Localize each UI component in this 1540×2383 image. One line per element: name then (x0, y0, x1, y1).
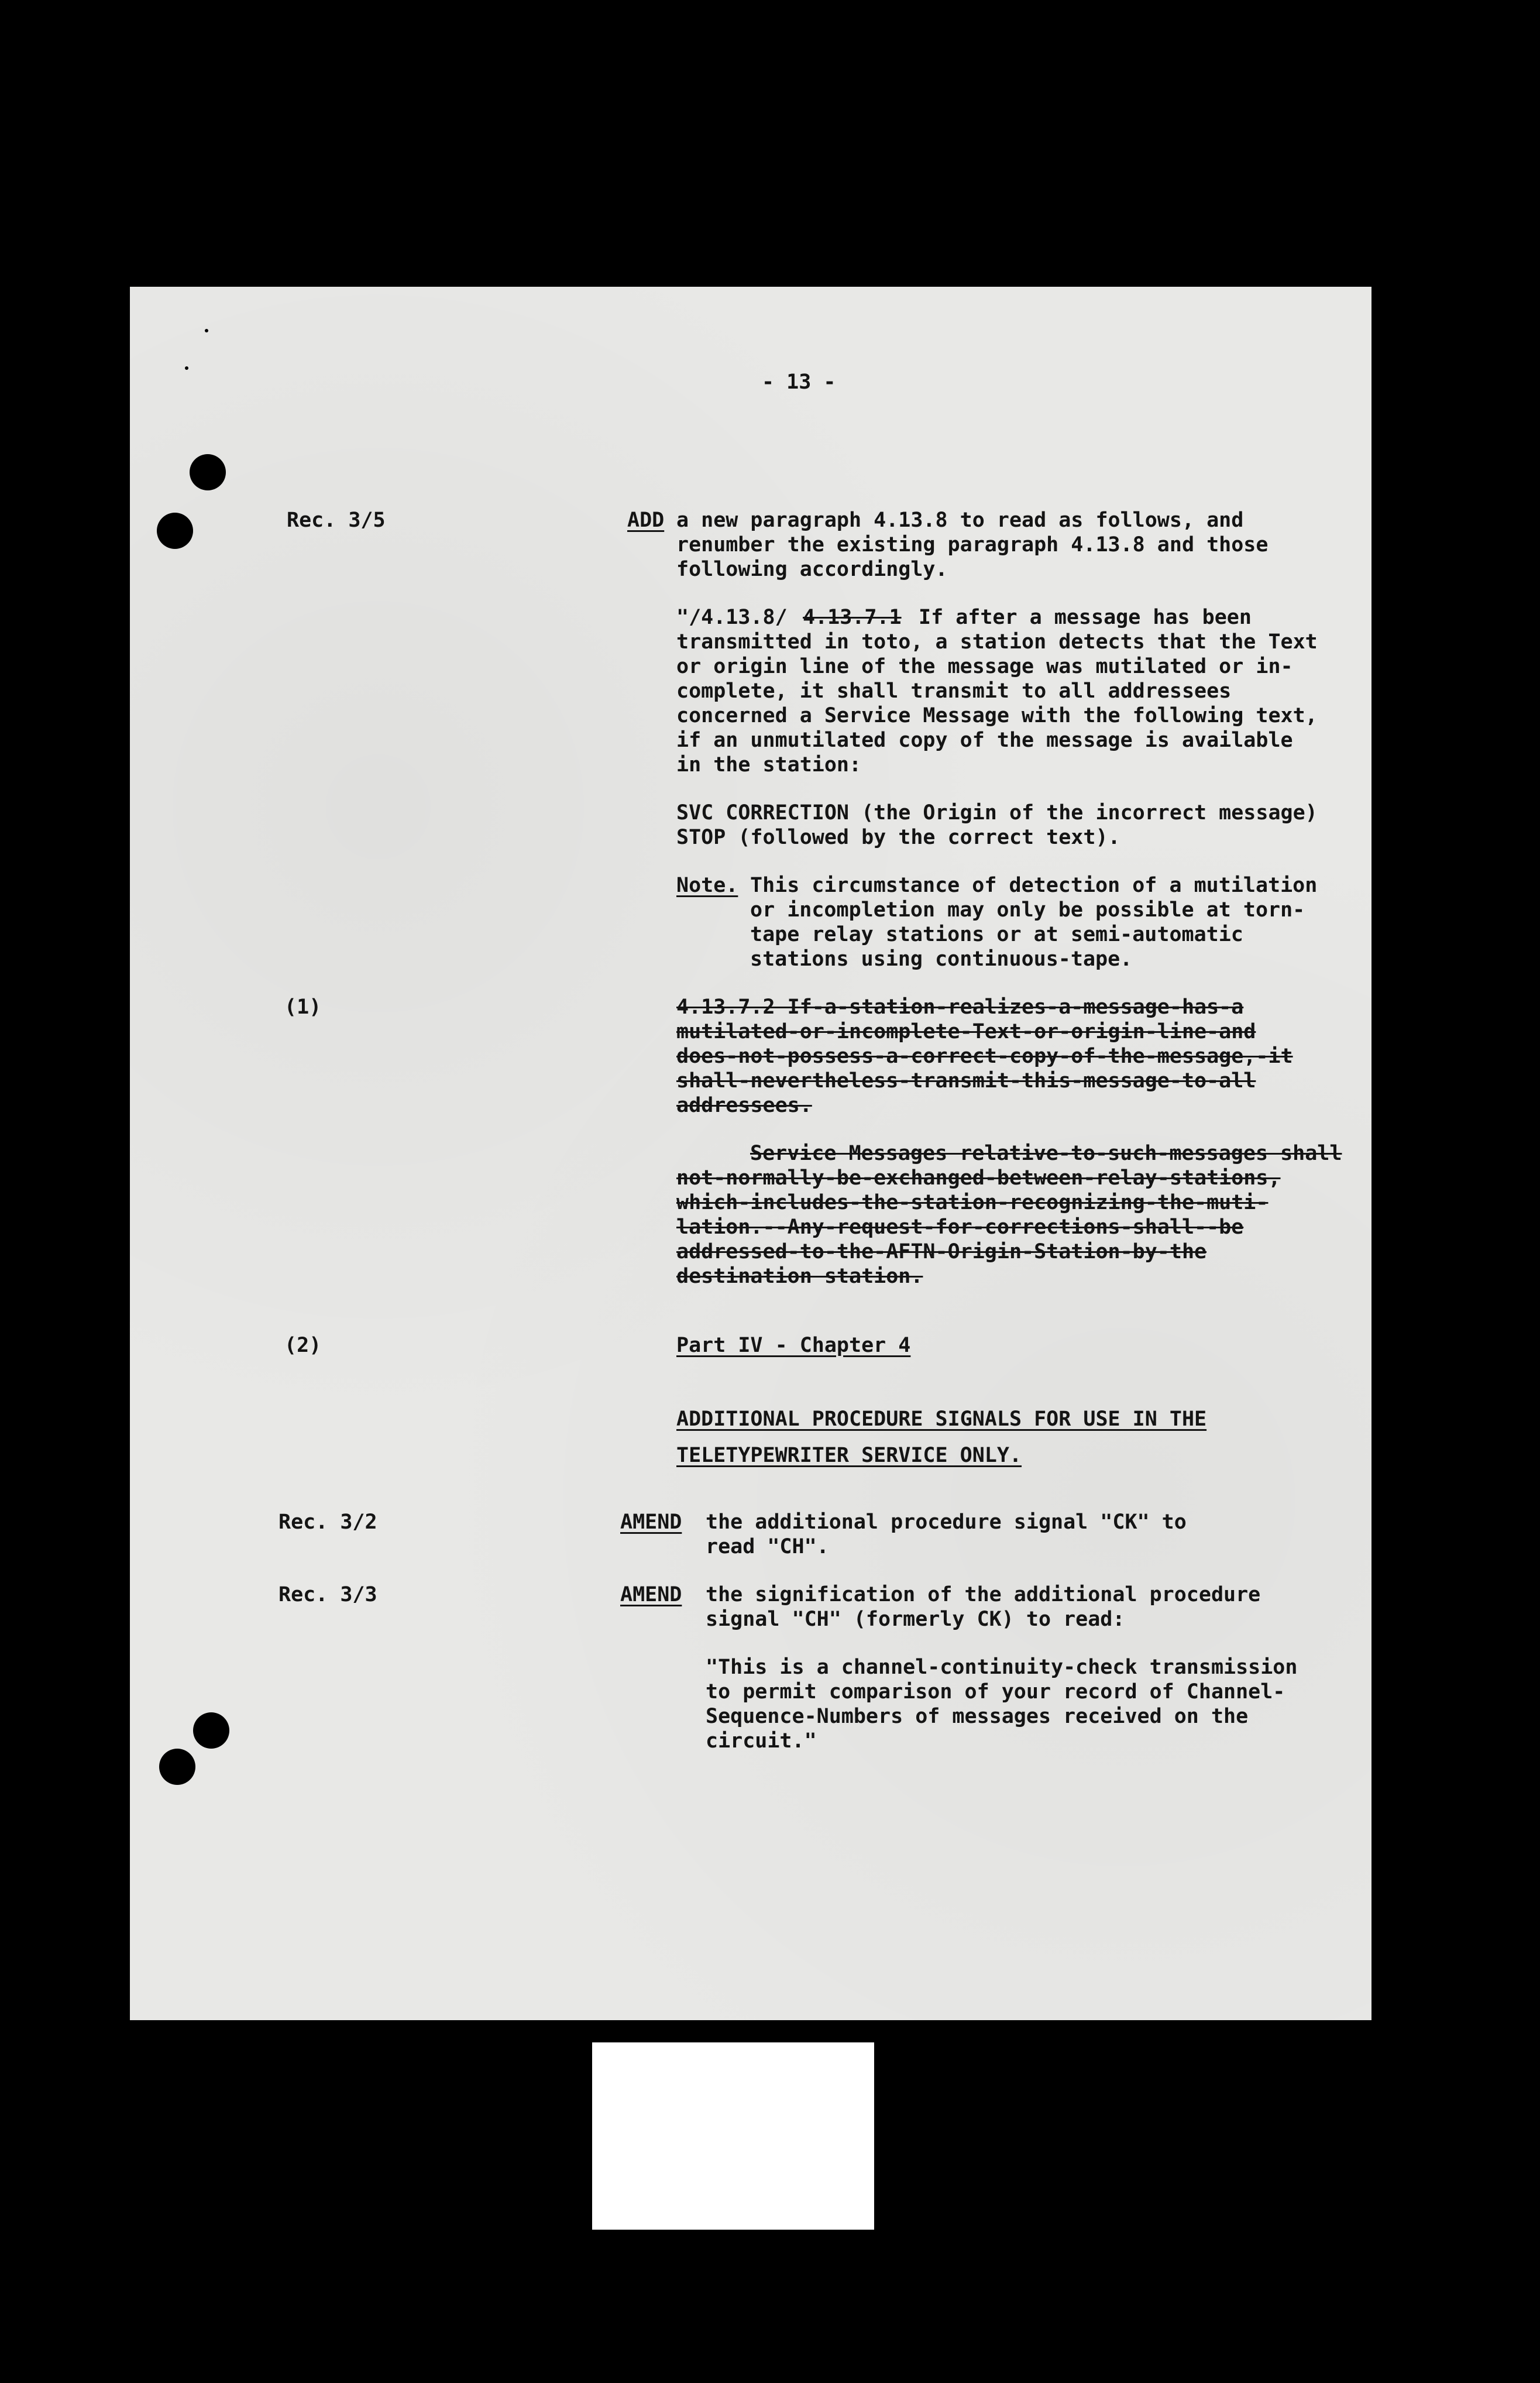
quote-line: circuit." (706, 1729, 817, 1753)
quote-line: "This is a channel-continuity-check transmission (706, 1656, 1298, 1679)
svc-line: SVC CORRECTION (the Origin of the incorrect message) (676, 801, 1318, 825)
note-line: tape relay stations or at semi-automatic (750, 923, 1243, 946)
deleted-line: mutilated-or-incomplete-Text-or-origin-line-and (676, 1020, 1256, 1043)
action-keyword: AMEND (620, 1510, 682, 1534)
intro-line: following accordingly. (676, 558, 948, 581)
intro-line: a new paragraph 4.13.8 to read as follows, and (676, 509, 1244, 532)
note-line: stations using continuous-tape. (750, 947, 1133, 971)
paragraph-line: in the station: (676, 753, 862, 777)
quote-line: to permit comparison of your record of Channel- (706, 1680, 1285, 1704)
punch-hole (157, 513, 193, 549)
svc-line: STOP (followed by the correct text). (676, 826, 1120, 849)
subheading-line: ADDITIONAL PROCEDURE SIGNALS FOR USE IN THE (676, 1407, 1207, 1431)
old-paragraph-number: 4.13.7.1 (803, 606, 902, 629)
paragraph-line: concerned a Service Message with the following text, (676, 704, 1318, 727)
section-heading: Part IV - Chapter 4 (676, 1334, 911, 1357)
paragraph-line: complete, it shall transmit to all addressees (676, 679, 1232, 703)
amend-line: the signification of the additional procedure (706, 1583, 1261, 1606)
deleted-line: does-not-possess-a-correct-copy-of-the-message,-it (676, 1045, 1293, 1068)
paragraph-line: If after a message has been (919, 606, 1252, 629)
intro-line: renumber the existing paragraph 4.13.8 and those (676, 533, 1269, 557)
rec-label: Rec. 3/3 (279, 1583, 377, 1606)
deleted-line: shall-nevertheless-transmit-this-message-to-all (676, 1069, 1256, 1093)
paragraph-line: or origin line of the message was mutilated or in- (676, 655, 1293, 678)
deleted-line: addressees. (676, 1094, 812, 1117)
note-label: Note. (676, 874, 738, 897)
item-label: (1) (284, 995, 322, 1019)
action-keyword: AMEND (620, 1583, 682, 1606)
document-page (130, 287, 1371, 2020)
deleted-line: 4.13.7.2 If-a-station-realizes-a-message-has-a (676, 995, 1244, 1019)
punch-hole (190, 454, 226, 490)
paper-speck (205, 329, 208, 332)
deleted-line: Service Messages relative-to-such-messages shall (750, 1142, 1342, 1165)
deleted-line: not-normally-be-exchanged-between-relay-stations, (676, 1166, 1281, 1190)
blank-label-area (592, 2042, 874, 2230)
amend-line: read "CH". (706, 1535, 829, 1558)
subheading-line: TELETYPEWRITER SERVICE ONLY. (676, 1444, 1022, 1467)
quote-line: Sequence-Numbers of messages received on the (706, 1705, 1249, 1728)
punch-hole (193, 1712, 229, 1749)
rec-label: Rec. 3/2 (279, 1510, 377, 1534)
amend-line: the additional procedure signal "CK" to (706, 1510, 1187, 1534)
new-paragraph-number: "/4.13.8/ (676, 606, 788, 629)
punch-hole (159, 1749, 195, 1785)
note-line: This circumstance of detection of a mutilation (750, 874, 1318, 897)
paper-speck (185, 366, 188, 370)
paragraph-line: if an unmutilated copy of the message is available (676, 729, 1293, 752)
deleted-line: addressed-to-the-AFTN-Origin-Station-by-the (676, 1240, 1207, 1263)
page-number: - 13 - (762, 370, 836, 394)
item-label: (2) (284, 1334, 322, 1357)
deleted-line: which-includes-the-station-recognizing-the-muti- (676, 1191, 1269, 1214)
note-line: or incompletion may only be possible at torn- (750, 898, 1305, 922)
deleted-line: destination station. (676, 1265, 923, 1288)
action-keyword: ADD (627, 509, 665, 532)
deleted-line: lation.--Any-request-for-corrections-shall--be (676, 1215, 1244, 1239)
paragraph-line: transmitted in toto, a station detects that the Text (676, 630, 1318, 654)
rec-label: Rec. 3/5 (287, 509, 386, 532)
amend-line: signal "CH" (formerly CK) to read: (706, 1608, 1125, 1631)
